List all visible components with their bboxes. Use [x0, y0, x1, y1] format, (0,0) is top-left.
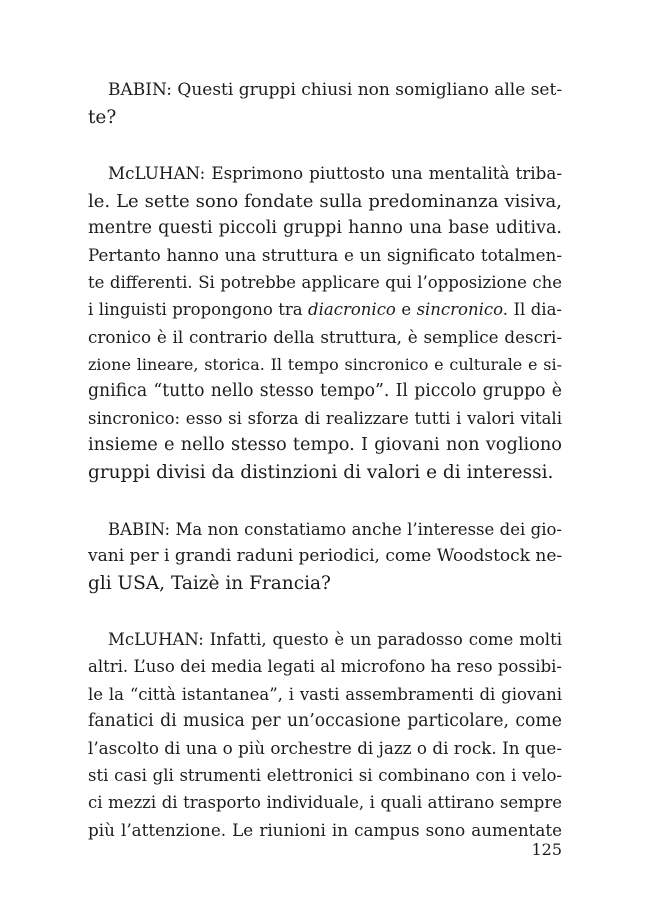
paragraph-mcluhan-2: [88, 626, 562, 844]
paragraph-babin-2: [88, 516, 562, 598]
text-line: gli USA, Taizè in Francia?: [88, 573, 331, 594]
text-line: McLUHAN: Infatti, questo è un paradosso come molti: [108, 630, 562, 650]
text-line: BABIN: Ma non constatiamo anche l’interesse dei gio-: [108, 519, 562, 539]
page-number: 125: [531, 840, 562, 859]
text-line: i linguisti propongono tra diacronico e sincronico. Il dia-: [88, 300, 562, 320]
page-body: [88, 77, 562, 873]
paragraph-babin-1: [88, 77, 562, 131]
text-line: BABIN: Questi gruppi chiusi non somigliano alle set-: [108, 80, 563, 100]
text-line: McLUHAN: Esprimono piuttosto una mentalità triba-: [108, 163, 562, 184]
text-line: insieme e nello stesso tempo. I giovani non vogliono: [88, 435, 562, 456]
text-line: l’ascolto di una o più orchestre di jazz o di rock. In que-: [88, 737, 562, 758]
text-line: gnifica “tutto nello stesso tempo”. Il piccolo gruppo è: [88, 380, 562, 401]
text-line: vani per i grandi raduni periodici, come Woodstock ne-: [88, 545, 563, 566]
paragraph-mcluhan-1: [88, 160, 562, 486]
text-line: le la “città istantanea”, i vasti assembramenti di giovani: [88, 684, 562, 704]
text-line: le. Le sette sono fondate sulla predominanza visiva,: [88, 190, 562, 212]
text-line: zione lineare, storica. Il tempo sincronico e culturale e si-: [88, 354, 562, 374]
text-line: fanatici di musica per un’occasione particolare, come: [88, 710, 562, 731]
italic-term: sincronico.: [416, 300, 509, 320]
text-line: più l’attenzione. Le riunioni in campus sono aumentate: [88, 819, 562, 840]
italic-term: diacronico: [308, 300, 396, 320]
text-line: sincronico: esso si sforza di realizzare tutti i valori vitali: [88, 409, 562, 429]
text-line: gruppi divisi da distinzioni di valori e di interessi.: [88, 462, 554, 484]
text-line: mentre questi piccoli gruppi hanno una base uditiva.: [88, 217, 562, 238]
text-line: cronico è il contrario della struttura, è semplice descri-: [88, 326, 562, 347]
text-line: ci mezzi di trasporto individuale, i quali attirano sempre: [88, 793, 562, 813]
text-line: altri. L’uso dei media legati al microfono ha reso possibi-: [88, 657, 562, 677]
text-line: te differenti. Si potrebbe applicare qui l’opposizione che: [88, 273, 562, 293]
text-line: sti casi gli strumenti elettronici si combinano con i velo-: [88, 766, 562, 786]
text-line: te?: [88, 107, 117, 129]
text-line: Pertanto hanno una struttura e un significato totalmen-: [88, 244, 562, 265]
